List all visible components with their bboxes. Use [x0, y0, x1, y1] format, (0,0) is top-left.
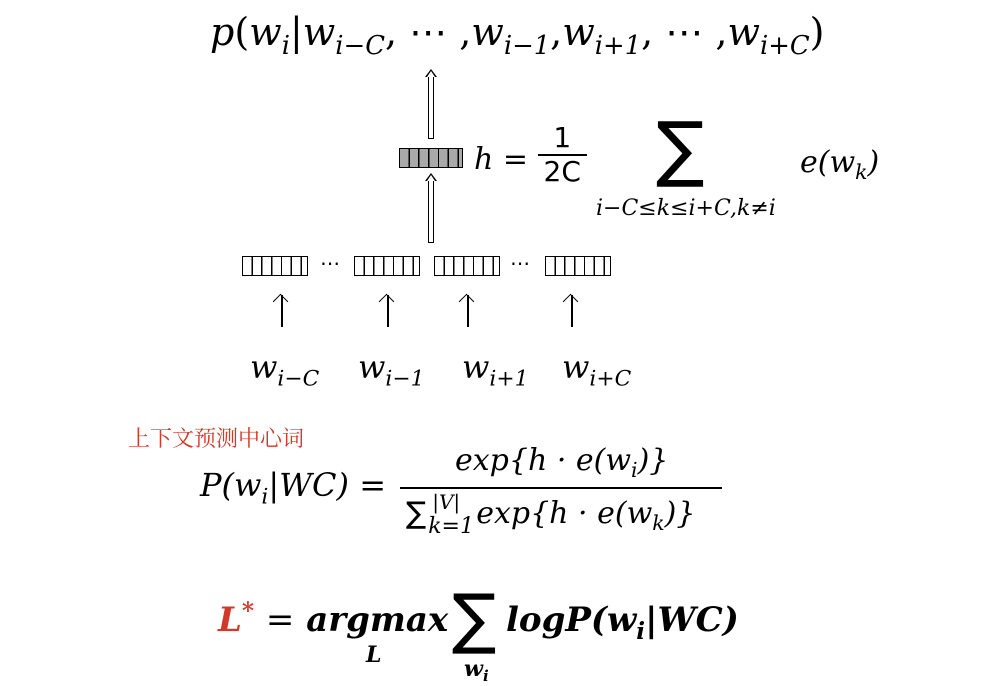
- input-word: $w_{i-C}$: [250, 348, 320, 392]
- softmax-numerator: $\exp\{h \cdot e(w_i)\}$: [455, 443, 669, 483]
- objective-body: $\log P(w_i|WC)$: [506, 600, 739, 646]
- objective-summation-symbol: ∑: [452, 580, 497, 657]
- up-arrow-icon: [281, 295, 283, 327]
- output-probability-formula: $p(w_i|w_{i-C}$, ⋯ $,w_{i-1},w_{i+1}$, ⋯ $,w_{i+C}$): [210, 10, 825, 62]
- caption: 上下文预测中心词: [128, 427, 305, 452]
- hidden-vector: [399, 148, 463, 168]
- context-vector: [242, 256, 308, 276]
- summation-range: i−C≤k≤i+C,k≠i: [596, 196, 776, 221]
- input-word: $w_{i-1}$: [358, 348, 425, 392]
- ellipsis: ⋯: [320, 251, 340, 275]
- objective-lhs: L* = argmax: [218, 597, 449, 640]
- fraction: $\frac{1}{2C}$: [538, 122, 587, 188]
- up-arrow-icon: [467, 295, 469, 327]
- hidden-layer-formula: h = $\frac{1}{2C}$: [474, 122, 587, 188]
- p-symbol: p: [210, 10, 235, 54]
- context-vector: [354, 256, 420, 276]
- fraction-bar: [400, 487, 722, 489]
- context-to-hidden-arrow-icon: [428, 180, 434, 243]
- softmax-denominator: ∑ |V| k=1 $\exp\{h \cdot e(w_k)\}$: [406, 490, 696, 539]
- softmax-lhs: $P(w_i|WC)$ =: [200, 466, 386, 510]
- output-arrow-icon: [428, 76, 434, 139]
- summation-subscript: $w_i$: [464, 656, 489, 686]
- summation-symbol: ∑: [656, 106, 705, 190]
- ellipsis: ⋯: [510, 251, 530, 275]
- input-word: $w_{i+C}$: [562, 348, 632, 392]
- up-arrow-icon: [387, 295, 389, 327]
- context-vector: [434, 256, 500, 276]
- argmax-subscript: L: [366, 642, 382, 668]
- embedding-term: $e(w_k)$: [800, 145, 880, 185]
- context-vector: [545, 256, 611, 276]
- up-arrow-icon: [571, 295, 573, 327]
- input-word: $w_{i+1}$: [462, 348, 529, 392]
